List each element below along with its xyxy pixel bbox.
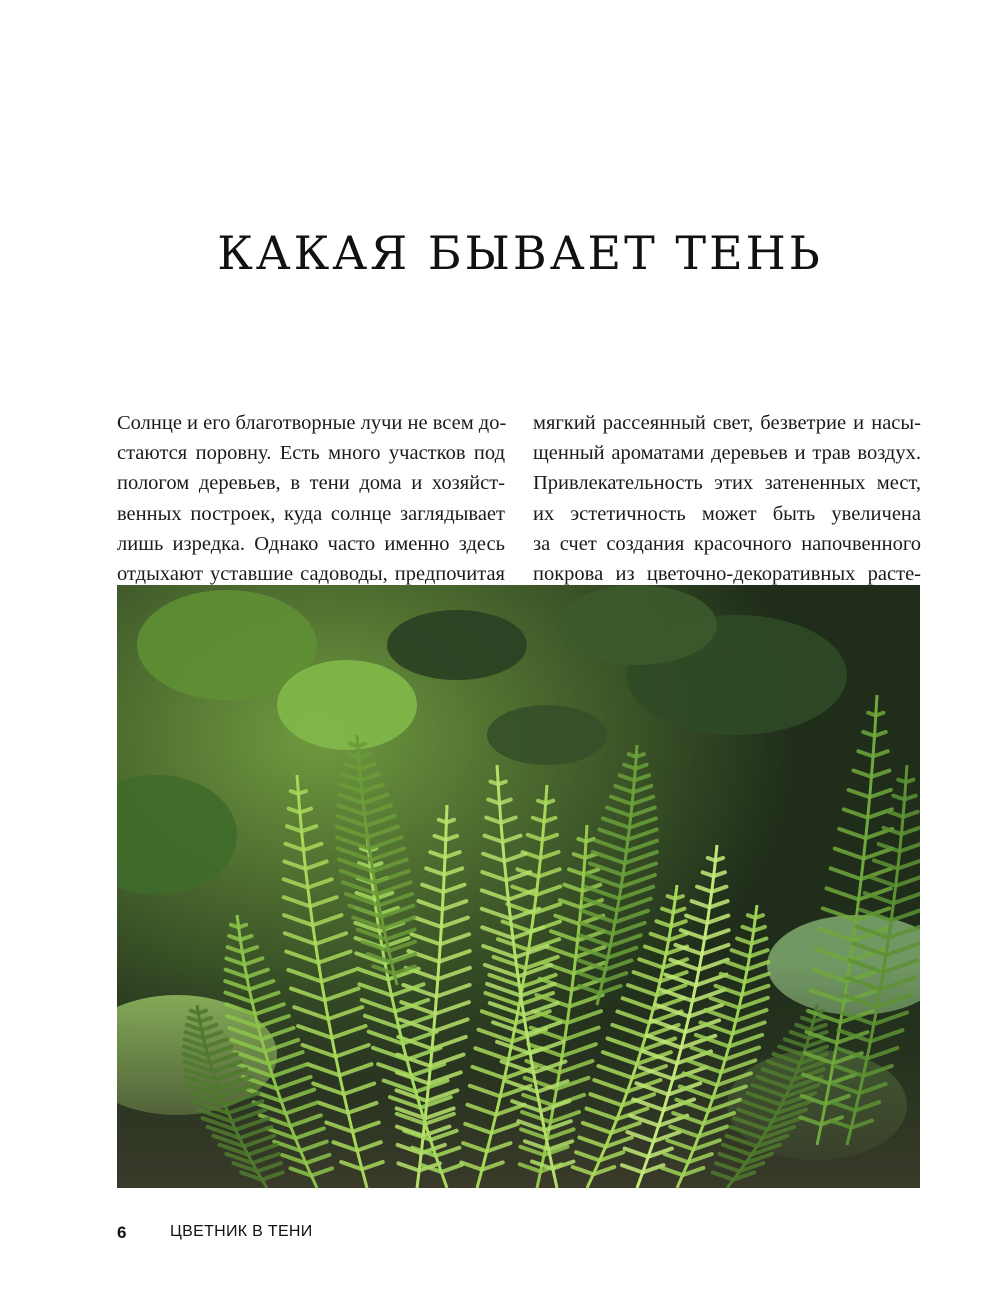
text-line: Привлекательность этих затененных мест,: [533, 472, 921, 495]
background-leaf: [277, 660, 417, 750]
running-head: ЦВЕТНИК В ТЕНИ: [170, 1223, 313, 1240]
text-line: их эстетичность может быть увеличена: [533, 502, 921, 525]
body-text-left-column: [117, 408, 505, 589]
text-line: Солнце и его благотворные лучи не всем до-: [117, 412, 507, 434]
text-line: покрова из цветочно-декоративных расте-: [533, 562, 921, 585]
background-leaf: [387, 610, 527, 680]
text-line: пологом деревьев, в тени дома и хозяйст-: [117, 472, 505, 495]
page-number: 6: [117, 1223, 127, 1242]
text-line: стаются поровну. Есть много участков под: [117, 442, 505, 465]
fern-photo: [117, 585, 920, 1188]
text-line: мягкий рассеянный свет, безветрие и насы-: [533, 412, 921, 434]
text-line: щенный ароматами деревьев и трав воздух.: [533, 442, 921, 465]
page-title: КАКАЯ БЫВАЕТ ТЕНЬ: [217, 226, 823, 280]
background-leaf: [557, 585, 717, 665]
body-text-right-column: [533, 408, 921, 589]
text-line: за счет создания красочного напочвенного: [533, 532, 921, 555]
text-line: лишь изредка. Однако часто именно здесь: [117, 532, 505, 555]
background-leaf: [487, 705, 607, 765]
text-line: венных построек, куда солнце заглядывает: [117, 502, 505, 525]
text-line: отдыхают уставшие садоводы, предпочитая: [117, 562, 505, 585]
